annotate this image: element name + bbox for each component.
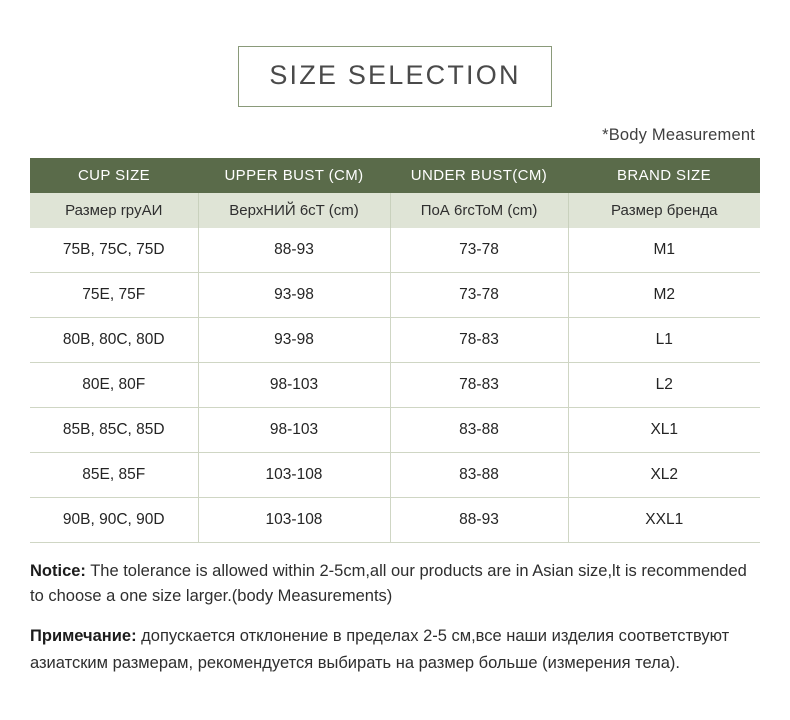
table-row — [30, 498, 760, 543]
column-subheader-upper-bust: ВерхНИЙ 6cT (cm) — [198, 193, 390, 228]
size-table — [30, 158, 760, 543]
cell-brand-size: XXL1 — [568, 498, 760, 543]
column-subheader-brand-size: Размер бренда — [568, 193, 760, 228]
notice-english — [30, 559, 760, 609]
cell-cup-size: 80B, 80C, 80D — [30, 318, 198, 363]
cell-under-bust: 73-78 — [390, 273, 568, 318]
cell-brand-size: L1 — [568, 318, 760, 363]
cell-under-bust: 88-93 — [390, 498, 568, 543]
title-box — [238, 46, 551, 107]
table-header-row-ru — [30, 193, 760, 228]
cell-cup-size: 75E, 75F — [30, 273, 198, 318]
notice-english-text: The tolerance is allowed within 2-5cm,all our products are in Asian size,lt is recommended to choose a one size larger.(body Measurements) — [30, 562, 747, 605]
cell-cup-size: 80E, 80F — [30, 363, 198, 408]
column-header-brand-size: BRAND SIZE — [568, 158, 760, 193]
cell-upper-bust: 98-103 — [198, 408, 390, 453]
cell-upper-bust: 98-103 — [198, 363, 390, 408]
table-body — [30, 228, 760, 543]
cell-brand-size: M1 — [568, 228, 760, 273]
cell-brand-size: XL1 — [568, 408, 760, 453]
table-row — [30, 408, 760, 453]
column-subheader-under-bust: ПоА 6rcToM (cm) — [390, 193, 568, 228]
cell-cup-size: 85E, 85F — [30, 453, 198, 498]
notice-russian — [30, 623, 760, 677]
column-header-under-bust: UNDER BUST(CM) — [390, 158, 568, 193]
cell-upper-bust: 103-108 — [198, 453, 390, 498]
page-title: SIZE SELECTION — [269, 60, 521, 90]
cell-cup-size: 90B, 90C, 90D — [30, 498, 198, 543]
cell-under-bust: 78-83 — [390, 363, 568, 408]
cell-brand-size: XL2 — [568, 453, 760, 498]
size-table-container — [30, 158, 760, 543]
cell-cup-size: 85B, 85C, 85D — [30, 408, 198, 453]
table-row — [30, 453, 760, 498]
table-row — [30, 273, 760, 318]
column-header-cup-size: CUP SIZE — [30, 158, 198, 193]
notice-russian-text: допускается отклонение в пределах 2-5 см,все наши изделия соответствуют азиатским размерам, рекомендуется выбирать на размер больше (измерения тела). — [30, 627, 730, 672]
cell-upper-bust: 88-93 — [198, 228, 390, 273]
notice-russian-label: Примечание: — [30, 627, 137, 645]
cell-upper-bust: 93-98 — [198, 318, 390, 363]
table-row — [30, 318, 760, 363]
table-row — [30, 363, 760, 408]
cell-brand-size: M2 — [568, 273, 760, 318]
column-header-upper-bust: UPPER BUST (CM) — [198, 158, 390, 193]
cell-under-bust: 78-83 — [390, 318, 568, 363]
table-row — [30, 228, 760, 273]
title-container — [0, 0, 790, 107]
cell-upper-bust: 103-108 — [198, 498, 390, 543]
cell-cup-size: 75B, 75C, 75D — [30, 228, 198, 273]
table-head — [30, 158, 760, 228]
cell-under-bust: 73-78 — [390, 228, 568, 273]
cell-upper-bust: 93-98 — [198, 273, 390, 318]
notice-block — [30, 559, 760, 677]
cell-under-bust: 83-88 — [390, 453, 568, 498]
body-measurement-note: *Body Measurement — [602, 126, 755, 144]
notice-english-label: Notice: — [30, 562, 86, 580]
cell-under-bust: 83-88 — [390, 408, 568, 453]
table-header-row-en — [30, 158, 760, 193]
cell-brand-size: L2 — [568, 363, 760, 408]
column-subheader-cup-size: Размер rpyАИ — [30, 193, 198, 228]
